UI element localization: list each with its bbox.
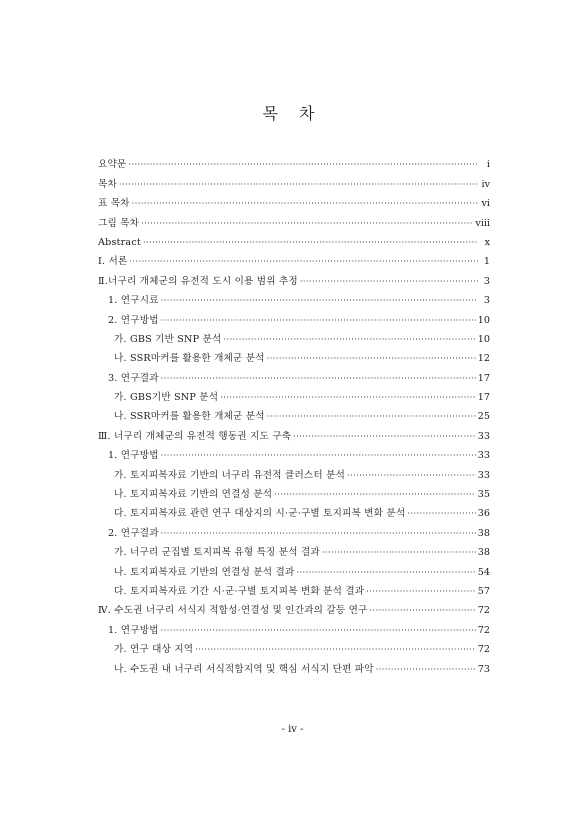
toc-entry xyxy=(98,656,490,675)
toc-entry-label: 그림 목차 xyxy=(98,217,140,229)
toc-leader-dots xyxy=(132,198,478,210)
toc-entry-page: 72 xyxy=(477,624,490,636)
toc-entry xyxy=(98,540,490,559)
toc-entry xyxy=(98,423,490,442)
toc-entry xyxy=(98,307,490,326)
toc-entry xyxy=(98,346,490,365)
toc-entry-page: 10 xyxy=(477,333,490,345)
toc-entry-label: 나. SSR마커를 활용한 개체군 분석 xyxy=(114,411,265,423)
toc-entry-label: Ⅳ. 수도권 너구리 서식지 적합성·연결성 및 인간과의 갈등 연구 xyxy=(98,605,368,617)
toc-leader-dots xyxy=(161,450,476,462)
toc-entry xyxy=(98,598,490,617)
toc-leader-dots xyxy=(407,508,475,520)
toc-entry xyxy=(98,404,490,423)
toc-entry-page: 10 xyxy=(477,314,490,326)
toc-entry-page: 25 xyxy=(477,411,490,423)
toc-entry-page: iv xyxy=(481,178,490,190)
toc-entry xyxy=(98,230,490,249)
toc-entry-label: 1. 연구시료 xyxy=(108,295,159,307)
page-number-footer: - iv - xyxy=(281,724,304,735)
toc-entry-label: 나. 토지피복자료 기반의 연결성 분석 xyxy=(114,489,273,501)
toc-entry-page: 72 xyxy=(477,644,490,656)
toc-entry-label: 가. GBS 기반 SNP 분석 xyxy=(114,333,222,345)
toc-entry-label: 가. 너구리 군집별 토지피복 유형 특징 분석 결과 xyxy=(114,547,320,559)
toc-entry-label: 목차 xyxy=(98,178,117,190)
toc-entry xyxy=(98,559,490,578)
toc-entry-label: 나. 수도권 내 너구리 서식적합지역 및 핵심 서식지 단편 파악 xyxy=(114,663,374,675)
toc-entry-page: 17 xyxy=(477,392,490,404)
toc-entry-page: 73 xyxy=(477,663,490,675)
toc-entry-page: 54 xyxy=(477,566,490,578)
toc-entry-label: 2. 연구방법 xyxy=(108,314,159,326)
toc-entry xyxy=(98,462,490,481)
toc-entry-page: vi xyxy=(481,198,490,210)
toc-entry-label: 표 목차 xyxy=(98,198,130,210)
toc-entry-page: i xyxy=(486,159,490,171)
toc-entry-label: 3. 연구결과 xyxy=(108,372,159,384)
toc-entry-label: Ⅰ. 서론 xyxy=(98,256,128,268)
toc-leader-dots xyxy=(347,470,476,482)
toc-entry xyxy=(98,288,490,307)
toc-entry-page: 38 xyxy=(477,547,490,559)
toc-entry-label: 1. 연구방법 xyxy=(108,450,159,462)
toc-entry-label: 2. 연구결과 xyxy=(108,527,159,539)
toc-entry-label: 가. 토지피복자료 기반의 너구리 유전적 클러스터 분석 xyxy=(114,469,346,481)
toc-entry-page: 36 xyxy=(477,508,490,520)
toc-entry-page: 35 xyxy=(477,489,490,501)
toc-leader-dots xyxy=(376,664,476,676)
toc-entry-page: 3 xyxy=(483,295,490,307)
toc-leader-dots xyxy=(267,411,476,423)
toc-leader-dots xyxy=(220,392,476,404)
toc-leader-dots xyxy=(224,334,476,346)
toc-leader-dots xyxy=(143,237,478,249)
toc-entry xyxy=(98,365,490,384)
toc-entry-page: 33 xyxy=(477,469,490,481)
toc-leader-dots xyxy=(195,644,476,656)
toc-leader-dots xyxy=(128,159,478,171)
toc-leader-dots xyxy=(293,431,476,443)
toc-entry xyxy=(98,520,490,539)
toc-leader-dots xyxy=(267,353,476,365)
toc-entry-page: x xyxy=(484,236,490,248)
toc-entry xyxy=(98,210,490,229)
toc-entry-page: 72 xyxy=(477,605,490,617)
toc-entry xyxy=(98,268,490,287)
toc-entry xyxy=(98,579,490,598)
toc-entry xyxy=(98,482,490,501)
toc-entry-page: 12 xyxy=(477,353,490,365)
toc-entry-page: 17 xyxy=(477,372,490,384)
toc-entry xyxy=(98,443,490,462)
page-title: 목 차 xyxy=(262,104,323,123)
toc-leader-dots xyxy=(296,567,475,579)
toc-entry xyxy=(98,617,490,636)
toc-leader-dots xyxy=(161,528,476,540)
toc-entry xyxy=(98,249,490,268)
toc-entry xyxy=(98,152,490,171)
toc-entry xyxy=(98,637,490,656)
toc-leader-dots xyxy=(274,489,476,501)
toc-leader-dots xyxy=(370,605,476,617)
toc-entry-page: 57 xyxy=(477,585,490,597)
toc-entry-label: 다. 토지피복자료 관련 연구 대상지의 시·군·구별 토지피복 변화 분석 xyxy=(114,508,406,520)
toc-entry-label: Ⅱ.너구리 개체군의 유전적 도시 이용 범위 추정 xyxy=(98,275,298,287)
toc-entry-label: 나. 토지피복자료 기반의 연결성 분석 결과 xyxy=(114,566,295,578)
toc-leader-dots xyxy=(129,256,478,268)
table-of-contents xyxy=(98,152,490,676)
toc-entry-label: 나. SSR마커를 활용한 개체군 분석 xyxy=(114,353,265,365)
toc-entry-label: Abstract xyxy=(98,236,141,248)
toc-leader-dots xyxy=(322,547,476,559)
toc-leader-dots xyxy=(161,315,476,327)
toc-entry-label: 다. 토지피복자료 기간 시·군·구별 토지피복 변화 분석 결과 xyxy=(114,585,365,597)
toc-entry-label: 가. 연구 대상 지역 xyxy=(114,644,194,656)
toc-entry-page: viii xyxy=(475,217,490,229)
toc-entry-label: 가. GBS기반 SNP 분석 xyxy=(114,392,219,404)
toc-entry xyxy=(98,501,490,520)
toc-leader-dots xyxy=(366,586,476,598)
toc-leader-dots xyxy=(161,625,476,637)
toc-entry xyxy=(98,385,490,404)
toc-leader-dots xyxy=(161,373,476,385)
toc-leader-dots xyxy=(161,295,478,307)
toc-leader-dots xyxy=(300,276,478,288)
toc-entry-page: 33 xyxy=(477,430,490,442)
toc-leader-dots xyxy=(141,218,473,230)
toc-entry-label: 요약문 xyxy=(98,159,127,171)
toc-entry xyxy=(98,191,490,210)
toc-entry-page: 3 xyxy=(483,275,490,287)
toc-entry xyxy=(98,327,490,346)
toc-entry-page: 33 xyxy=(477,450,490,462)
toc-entry xyxy=(98,171,490,190)
toc-entry-page: 1 xyxy=(483,256,490,268)
toc-leader-dots xyxy=(119,179,478,191)
toc-entry-label: Ⅲ. 너구리 개체군의 유전적 행동권 지도 구축 xyxy=(98,430,292,442)
toc-entry-page: 38 xyxy=(477,527,490,539)
toc-entry-label: 1. 연구방법 xyxy=(108,624,159,636)
